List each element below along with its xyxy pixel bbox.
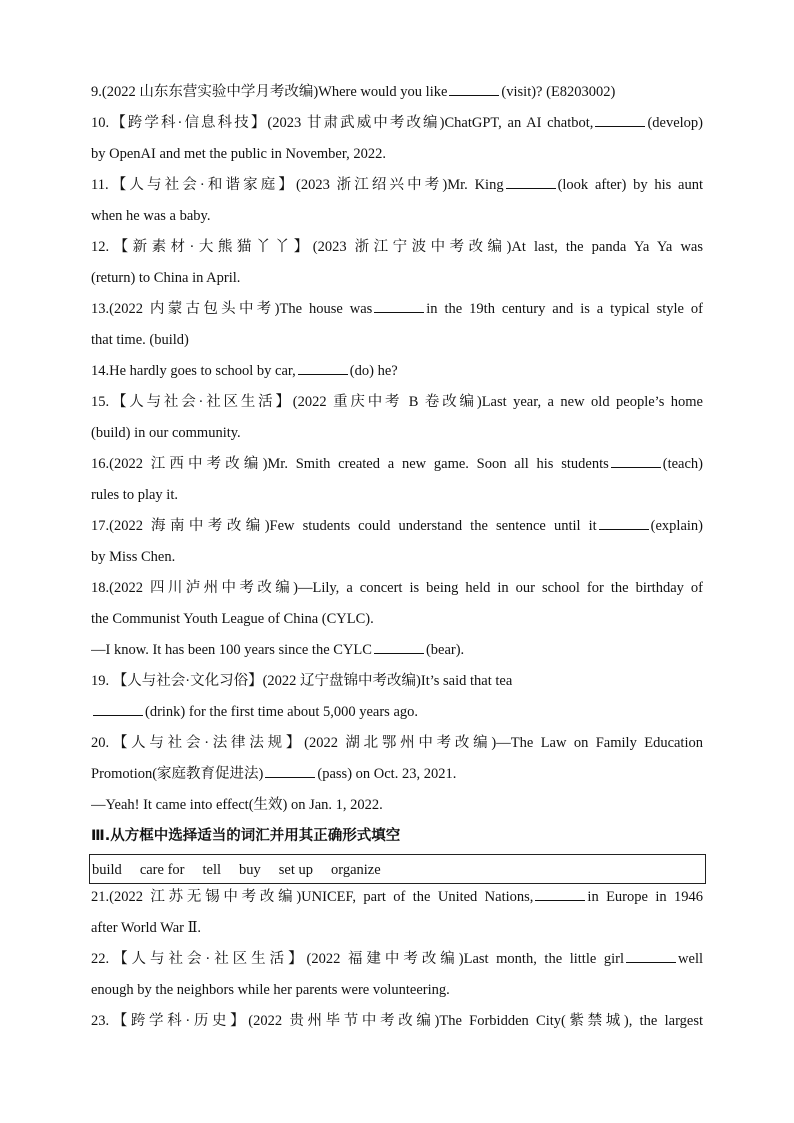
- question-line: [91, 607, 703, 638]
- question-text: enough by the neighbors while her parents were volunteering.: [91, 982, 450, 998]
- question-line: [91, 142, 703, 173]
- question-line: [91, 297, 703, 328]
- question-text: 11.【人与社会·和谐家庭】(2023 浙江绍兴中考)Mr. King: [91, 177, 504, 193]
- question-q9: [91, 80, 703, 111]
- question-text: the Communist Youth League of China (CYLC).: [91, 611, 374, 627]
- question-group-iii: [91, 885, 703, 1040]
- question-line: [91, 978, 703, 1009]
- question-line: [91, 731, 703, 762]
- question-line: [91, 638, 703, 669]
- question-text-after-blank: well: [678, 951, 703, 967]
- question-line: [91, 266, 703, 297]
- question-text: —Yeah! It came into effect(生效) on Jan. 1, 2022.: [91, 797, 383, 813]
- word-option: set up: [278, 862, 313, 878]
- question-line: [91, 514, 703, 545]
- answer-blank[interactable]: [374, 640, 424, 654]
- question-line: [91, 173, 703, 204]
- question-text-after-blank: (do) he?: [349, 363, 398, 379]
- question-line: [91, 700, 703, 731]
- question-text: 9.(2022 山东东营实验中学月考改编)Where would you like: [91, 84, 448, 100]
- question-text: —I know. It has been 100 years since the CYLC: [91, 642, 372, 658]
- question-text: (return) to China in April.: [91, 270, 241, 286]
- answer-blank[interactable]: [599, 516, 649, 530]
- question-line: [91, 762, 703, 793]
- question-text: 22.【人与社会·社区生活】(2022 福建中考改编)Last month, the little girl: [91, 951, 625, 967]
- question-q19: [91, 669, 703, 731]
- question-line: [91, 1009, 703, 1040]
- question-text: 20.【人与社会·法律法规】(2022 湖北鄂州中考改编)—The Law on Family Education: [91, 735, 703, 751]
- question-text: by OpenAI and met the public in November, 2022.: [91, 146, 386, 162]
- question-q21: [91, 885, 703, 947]
- question-line: [91, 390, 703, 421]
- word-option: build: [92, 862, 122, 878]
- question-line: [91, 916, 703, 947]
- question-line: [91, 235, 703, 266]
- question-q15: [91, 390, 703, 452]
- question-q11: [91, 173, 703, 235]
- question-text-after-blank: in the 19th century and is a typical style of: [426, 301, 703, 317]
- section-heading: Ⅲ.从方框中选择适当的词汇并用其正确形式填空: [91, 828, 401, 844]
- question-text: 16.(2022 江西中考改编)Mr. Smith created a new game. Soon all his students: [91, 456, 609, 472]
- question-text: 14.He hardly goes to school by car,: [91, 363, 296, 379]
- answer-blank[interactable]: [265, 764, 315, 778]
- question-line: [91, 204, 703, 235]
- word-option: tell: [202, 862, 222, 878]
- answer-blank[interactable]: [374, 299, 424, 313]
- question-line: [91, 669, 703, 700]
- answer-blank[interactable]: [611, 454, 661, 468]
- question-text-after-blank: (pass) on Oct. 23, 2021.: [317, 766, 457, 782]
- question-line: [91, 328, 703, 359]
- word-option: buy: [239, 862, 261, 878]
- question-text: 23.【跨学科·历史】(2022 贵州毕节中考改编)The Forbidden City(紫禁城), the largest: [91, 1013, 703, 1029]
- answer-blank[interactable]: [93, 702, 143, 716]
- question-text: 10.【跨学科·信息科技】(2023 甘肃武威中考改编)ChatGPT, an AI chatbot,: [91, 115, 594, 131]
- question-group-ii: [91, 80, 703, 824]
- question-q12: [91, 235, 703, 297]
- question-q10: [91, 111, 703, 173]
- question-text: 15.【人与社会·社区生活】(2022 重庆中考 B 卷改编)Last year, a new old people’s home: [91, 394, 703, 410]
- question-text-after-blank: (teach): [662, 456, 703, 472]
- question-line: [91, 885, 703, 916]
- question-q20: [91, 731, 703, 824]
- answer-blank[interactable]: [535, 887, 585, 901]
- word-option: organize: [331, 862, 381, 878]
- question-q22: [91, 947, 703, 1009]
- question-line: [91, 452, 703, 483]
- question-text: rules to play it.: [91, 487, 178, 503]
- question-text-after-blank: in Europe in 1946: [587, 889, 703, 905]
- question-text: Promotion(家庭教育促进法): [91, 766, 264, 782]
- question-text-after-blank: (explain): [650, 518, 703, 534]
- answer-blank[interactable]: [298, 361, 348, 375]
- question-text: that time. (build): [91, 332, 189, 348]
- answer-blank[interactable]: [626, 949, 676, 963]
- question-line: [91, 111, 703, 142]
- question-q13: [91, 297, 703, 359]
- question-q17: [91, 514, 703, 576]
- question-line: [91, 576, 703, 607]
- question-text: 13.(2022 内蒙古包头中考)The house was: [91, 301, 373, 317]
- question-line: [91, 793, 703, 824]
- word-option: care for: [139, 862, 185, 878]
- answer-blank[interactable]: [595, 113, 645, 127]
- question-q16: [91, 452, 703, 514]
- question-text-after-blank: (visit)? (E8203002): [501, 84, 616, 100]
- question-text-after-blank: (develop): [647, 115, 703, 131]
- question-line: [91, 359, 703, 390]
- question-text-after-blank: (bear).: [425, 642, 465, 658]
- word-box: [89, 854, 706, 884]
- question-line: [91, 421, 703, 452]
- question-line: [91, 947, 703, 978]
- question-text: 18.(2022 四川泸州中考改编)—Lily, a concert is being held in our school for the birthday of: [91, 580, 703, 596]
- question-line: [91, 483, 703, 514]
- question-text-after-blank: (look after) by his aunt: [557, 177, 703, 193]
- question-text-after-blank: (drink) for the first time about 5,000 years ago.: [145, 704, 419, 720]
- question-text: 19. 【人与社会·文化习俗】(2022 辽宁盘锦中考改编)It’s said that tea: [91, 673, 513, 689]
- question-text: (build) in our community.: [91, 425, 241, 441]
- question-q18: [91, 576, 703, 669]
- question-line: [91, 80, 703, 111]
- question-text: 21.(2022 江苏无锡中考改编)UNICEF, part of the United Nations,: [91, 889, 534, 905]
- question-q14: [91, 359, 703, 390]
- question-q23: [91, 1009, 703, 1040]
- question-line: [91, 545, 703, 576]
- question-text: 12.【新素材·大熊猫丫丫】(2023 浙江宁波中考改编)At last, the panda Ya Ya was: [91, 239, 703, 255]
- question-text: 17.(2022 海南中考改编)Few students could understand the sentence until it: [91, 518, 597, 534]
- question-text: after World War Ⅱ.: [91, 920, 202, 936]
- question-text: by Miss Chen.: [91, 549, 176, 565]
- question-text: when he was a baby.: [91, 208, 211, 224]
- worksheet-content: [91, 80, 703, 1040]
- answer-blank[interactable]: [449, 82, 499, 96]
- answer-blank[interactable]: [506, 175, 556, 189]
